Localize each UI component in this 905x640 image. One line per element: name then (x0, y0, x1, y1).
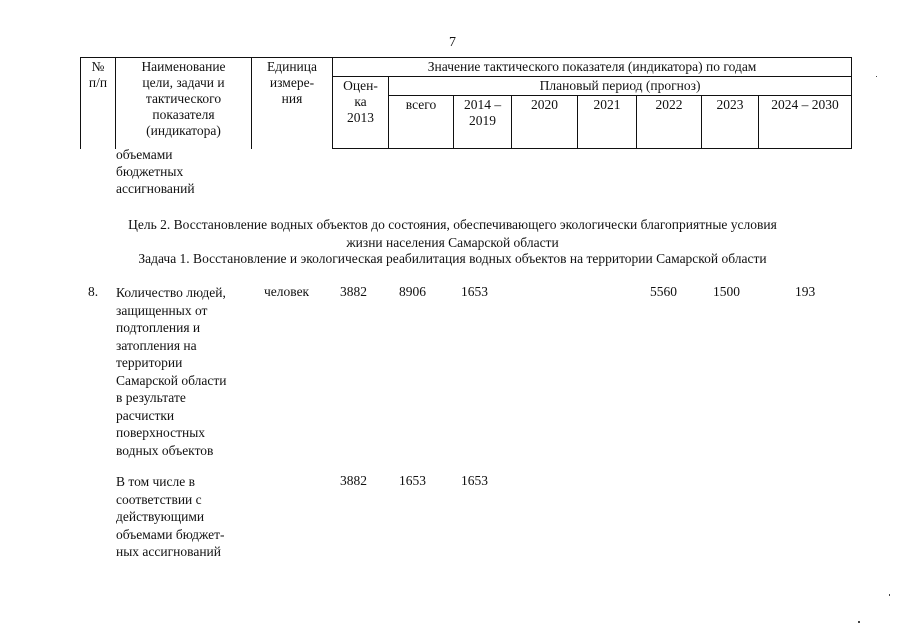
row-2022: 5560 (650, 284, 677, 299)
row-2024-2030: 193 (795, 284, 816, 299)
header-planned-title: Плановый период (прогноз) (389, 77, 852, 96)
row-number: 8. (88, 284, 99, 299)
row-2014-2019: 1653 (461, 284, 488, 299)
row-2014-2019: 1653 (461, 473, 488, 488)
indicator-subrow (0, 473, 905, 568)
indicator-row (0, 284, 905, 459)
scan-speck (858, 621, 860, 623)
header-2014-2019: 2014 – 2019 (454, 96, 512, 149)
row-total: 8906 (399, 284, 426, 299)
scan-speck (876, 76, 877, 77)
row-2023: 1500 (713, 284, 740, 299)
header-unit: Единица измере- ния (252, 58, 333, 149)
header-2020: 2020 (512, 96, 578, 149)
header-number: № п/п (81, 58, 116, 149)
continuation-text: объемами бюджетных ассигнований (116, 147, 195, 196)
header-estimate: Оцен- ка 2013 (333, 77, 389, 149)
header-2024-2030: 2024 – 2030 (759, 96, 852, 149)
goal-heading: Цель 2. Восстановление водных объектов до состояния, обеспечивающего экологически благоприятные условия жизни населения Самарской области (128, 217, 777, 250)
row-name: Количество людей, защищенных от подтопления и затопления на территории Самарской области в результате расчистки поверхностных водных объектов (116, 285, 227, 458)
row-total: 1653 (399, 473, 426, 488)
page-number: 7 (449, 35, 456, 50)
header-table (80, 57, 852, 149)
header-total: всего (389, 96, 454, 149)
header-2023: 2023 (702, 96, 759, 149)
header-name: Наименование цели, задачи и тактического показателя (индикатора) (116, 58, 252, 149)
row-name: В том числе в соответствии с действующими объемами бюджет- ных ассигнований (116, 474, 225, 559)
row-unit: человек (264, 284, 310, 299)
scan-speck (889, 594, 890, 596)
header-2022: 2022 (637, 96, 702, 149)
header-2021: 2021 (578, 96, 637, 149)
header-values-title: Значение тактического показателя (индикатора) по годам (333, 58, 852, 77)
task-heading: Задача 1. Восстановление и экологическая реабилитация водных объектов на территории Самарской области (138, 251, 767, 266)
row-estimate: 3882 (340, 473, 367, 488)
row-estimate: 3882 (340, 284, 367, 299)
